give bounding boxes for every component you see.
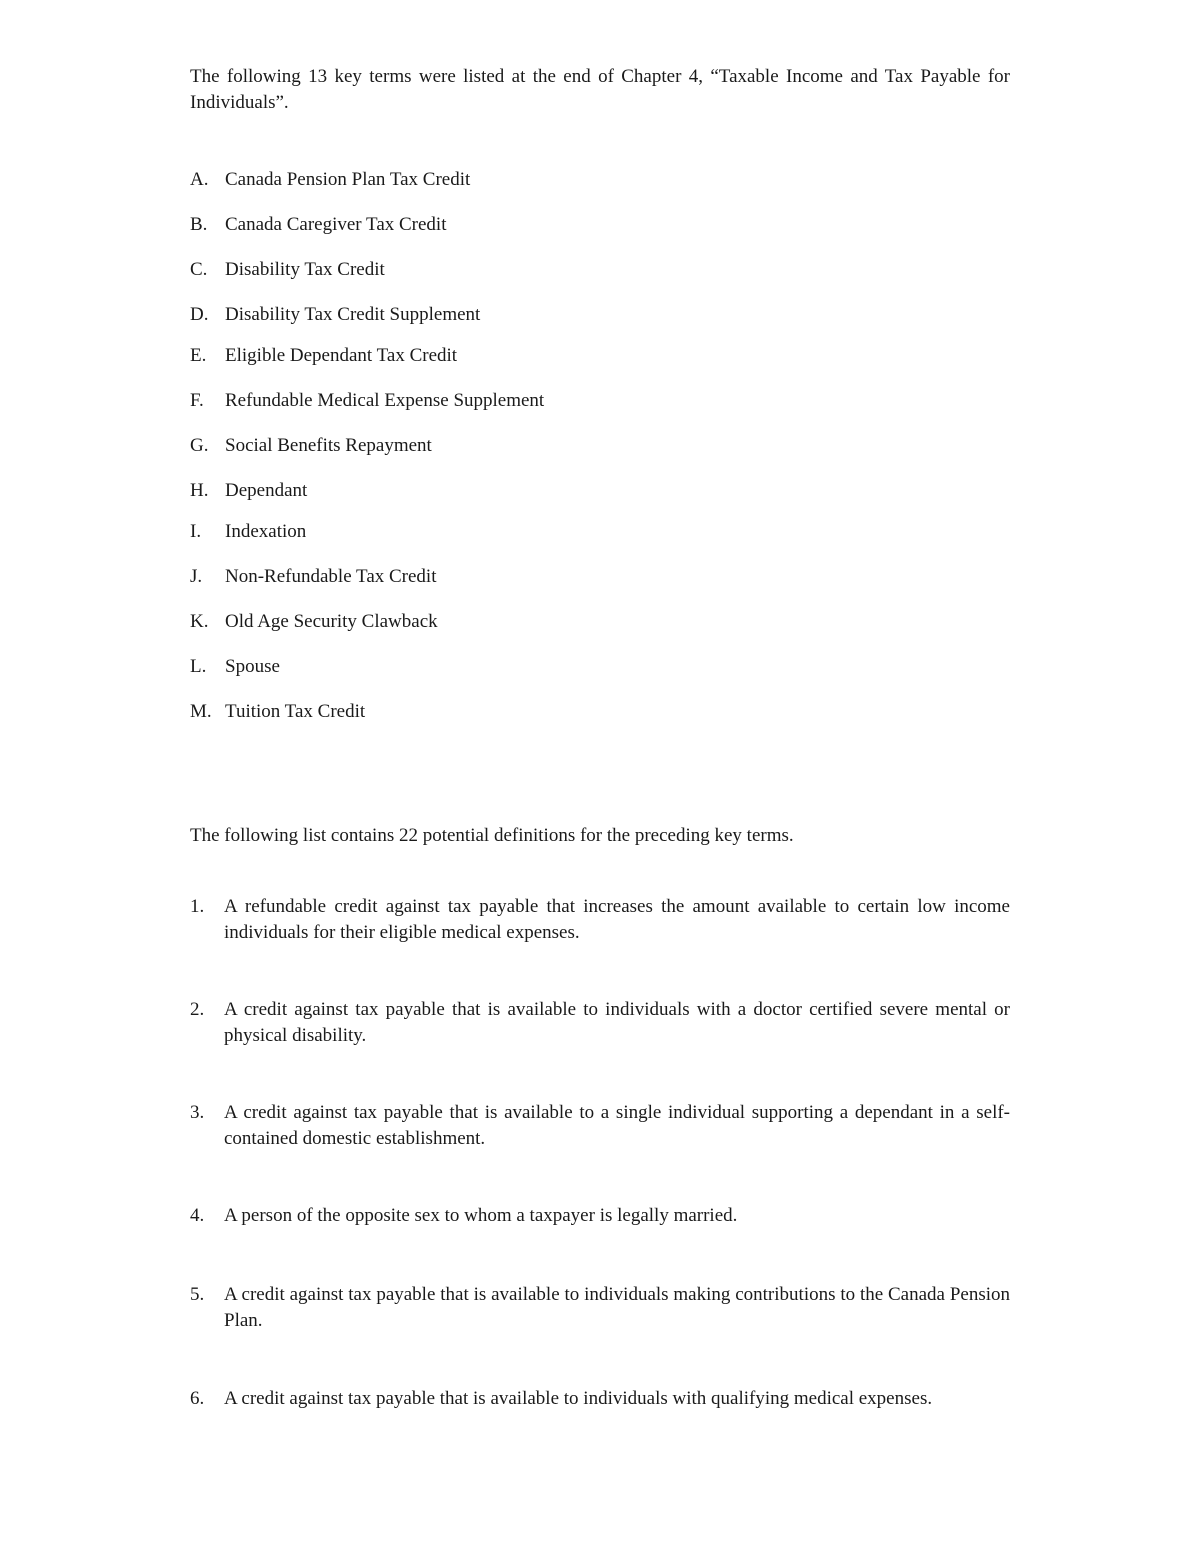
term-item-g (190, 433, 1010, 459)
term-item-h (190, 478, 1010, 504)
term-letter: K. (190, 611, 209, 632)
term-item-b (190, 212, 1010, 238)
definition-number: 4. (190, 1205, 205, 1226)
term-letter: A. (190, 169, 209, 190)
term-label: Canada Pension Plan Tax Credit (225, 169, 471, 190)
definition-item-6 (190, 1386, 1010, 1412)
term-letter: D. (190, 304, 209, 325)
term-letter: G. (190, 435, 209, 456)
term-label: Old Age Security Clawback (225, 611, 438, 632)
term-label: Canada Caregiver Tax Credit (225, 214, 447, 235)
term-letter: C. (190, 259, 208, 280)
term-item-l (190, 654, 1010, 680)
term-label: Refundable Medical Expense Supplement (225, 390, 545, 411)
definitions-intro-paragraph: The following list contains 22 potential definitions for the preceding key terms. (190, 825, 794, 846)
definition-text: A person of the opposite sex to whom a taxpayer is legally married. (224, 1205, 738, 1226)
term-item-e (190, 343, 1010, 369)
term-letter: F. (190, 390, 204, 411)
definition-number: 1. (190, 896, 205, 917)
definition-number: 6. (190, 1388, 205, 1409)
definition-number: 5. (190, 1284, 205, 1305)
definition-text: A credit against tax payable that is available to a single individual supporting a dependant in a self-contained domestic establishment. (224, 1102, 1010, 1149)
term-label: Non-Refundable Tax Credit (225, 566, 437, 587)
term-item-k (190, 609, 1010, 635)
definition-number: 3. (190, 1102, 205, 1123)
term-label: Spouse (225, 656, 280, 677)
term-item-a (190, 167, 1010, 193)
term-label: Eligible Dependant Tax Credit (225, 345, 458, 366)
definition-text: A credit against tax payable that is available to individuals with a doctor certified severe mental or physical disability. (224, 999, 1010, 1046)
definition-item-1 (190, 894, 1010, 946)
definition-item-2 (190, 997, 1010, 1049)
term-label: Indexation (225, 521, 307, 542)
definition-number: 2. (190, 999, 205, 1020)
term-item-f (190, 388, 1010, 414)
term-letter: E. (190, 345, 207, 366)
term-letter: J. (190, 566, 203, 587)
term-label: Dependant (225, 480, 308, 501)
term-item-m (190, 699, 1010, 725)
term-label: Disability Tax Credit (225, 259, 385, 280)
definition-item-4 (190, 1203, 1010, 1229)
term-item-c (190, 257, 1010, 283)
definition-item-3 (190, 1100, 1010, 1152)
term-letter: I. (190, 521, 202, 542)
term-item-i (190, 519, 1010, 545)
term-item-j (190, 564, 1010, 590)
intro-paragraph: The following 13 key terms were listed at the end of Chapter 4, “Taxable Income and Tax Payable for Individuals”. (190, 66, 1010, 113)
term-label: Social Benefits Repayment (225, 435, 432, 456)
term-letter: B. (190, 214, 208, 235)
term-letter: L. (190, 656, 207, 677)
definition-item-5 (190, 1282, 1010, 1334)
definition-text: A refundable credit against tax payable that increases the amount available to certain low income individuals for their eligible medical expenses. (224, 896, 1010, 943)
definition-text: A credit against tax payable that is available to individuals making contributions to the Canada Pension Plan. (224, 1284, 1010, 1331)
term-letter: M. (190, 701, 212, 722)
term-label: Disability Tax Credit Supplement (225, 304, 481, 325)
term-letter: H. (190, 480, 209, 501)
term-item-d (190, 302, 1010, 328)
term-label: Tuition Tax Credit (225, 701, 366, 722)
definition-text: A credit against tax payable that is available to individuals with qualifying medical expenses. (224, 1388, 933, 1409)
